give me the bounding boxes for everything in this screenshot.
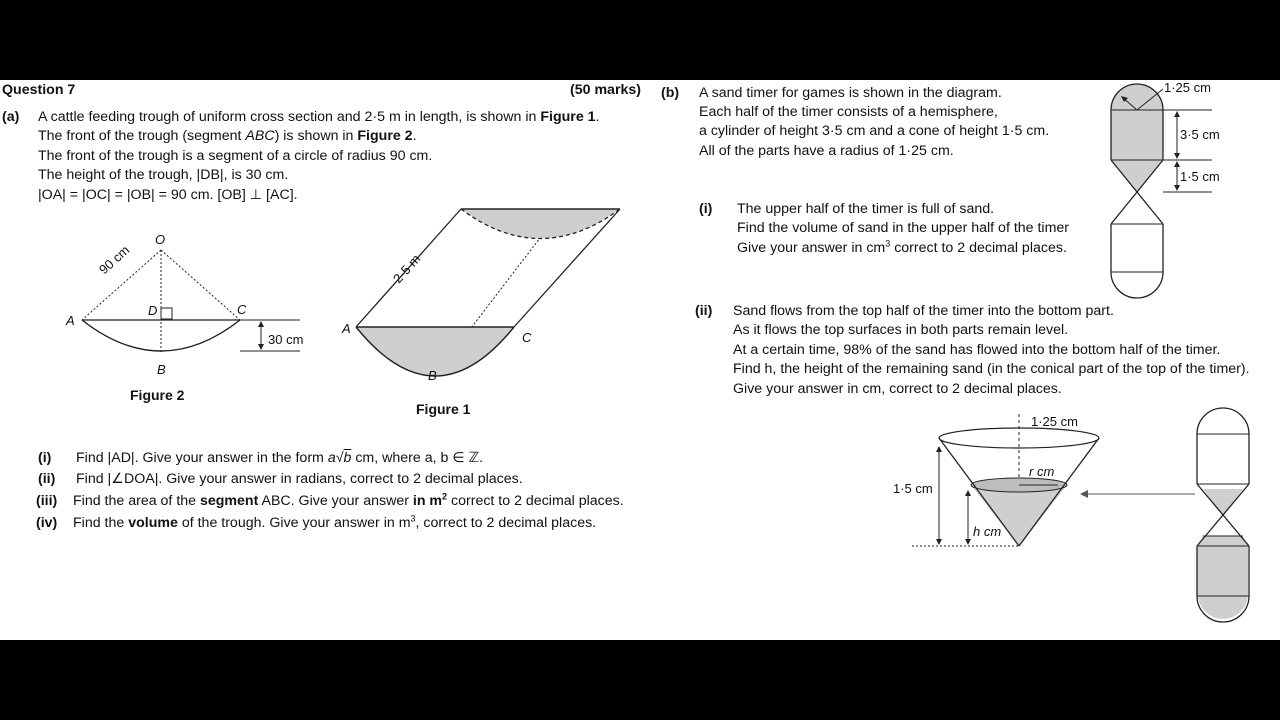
part-a-line-3: The front of the trough is a segment of a circle of radius 90 cm. (38, 148, 433, 164)
bold-run: volume (128, 515, 178, 531)
segment-name: ABC (245, 128, 275, 144)
q-a-ii-text: Find |∠DOA|. Give your answer in radians, correct to 2 decimal places. (76, 471, 523, 487)
text-run: correct to 2 decimal places. (890, 240, 1067, 256)
label-b: B (157, 362, 166, 377)
text-run: . (412, 128, 417, 144)
q-b-i-line-1: The upper half of the timer is full of sand. (737, 201, 995, 217)
text-run: Give your answer in cm (737, 240, 886, 256)
arrowhead (1080, 490, 1088, 498)
part-b-line-1: A sand timer for games is shown in the diagram. (699, 85, 1002, 101)
label-o: O (155, 232, 166, 247)
part-a-line-4: The height of the trough, |DB|, is 30 cm. (38, 167, 289, 183)
q-b-ii-line-1: Sand flows from the top half of the timer into the bottom part. (733, 303, 1114, 319)
part-b-line-3: a cylinder of height 3·5 cm and a cone of height 1·5 cm. (699, 123, 1050, 139)
text-run: ) is shown in (274, 128, 358, 144)
figure-ref: Figure 2 (357, 128, 413, 144)
length-label: 2·5 m (390, 251, 424, 287)
figure-1-caption: Figure 1 (416, 401, 471, 417)
text-run: correct to 2 decimal places. (447, 493, 624, 509)
q-b-ii-num: (ii) (695, 303, 713, 319)
radius-label: 90 cm (96, 242, 133, 278)
label-d: D (148, 303, 158, 318)
text-run: A cattle feeding trough of uniform cross section and 2·5 m in length, is shown in (38, 109, 541, 125)
cone-h-label: h cm (973, 524, 1002, 539)
q-a-iii-text: Find the area of the segment ABC. Give your answer in $m^2$ correct to 2 decimal places. (73, 491, 624, 509)
height-label: 30 cm (268, 332, 304, 347)
label-c: C (522, 330, 532, 345)
text-run: Find the (73, 515, 129, 531)
upper-hemisphere (1197, 408, 1249, 434)
q-a-i-text: Find |AD|. Give your answer in the form a√b cm, where a, b ∈ ℤ. (76, 450, 484, 466)
text-run: , correct to 2 decimal places. (415, 515, 597, 531)
marks-label: (50 marks) (570, 82, 641, 98)
q-a-i-num: (i) (38, 450, 52, 466)
sand-timer-partial-drawing (0, 80, 1280, 640)
text-run: Find |AD|. Give your answer in the form (76, 450, 328, 466)
q-b-ii-line-4: Find h, the height of the remaining sand (in the conical part of the top of the timer). (733, 361, 1250, 377)
cone-r-label: r cm (1029, 464, 1055, 479)
part-b-line-4: All of the parts have a radius of 1·25 cm. (699, 143, 954, 159)
q-b-i-line-2: Find the volume of sand in the upper half of the timer (737, 220, 1070, 236)
timer-radius-label: 1·25 cm (1164, 80, 1211, 95)
label-c: C (237, 302, 247, 317)
timer-cone-label: 1·5 cm (1180, 169, 1220, 184)
part-a-line-5: |OA| = |OC| = |OB| = 90 cm. [OB] ⊥ [AC]. (38, 187, 298, 203)
text-run: of the trough. Give your answer in m (177, 515, 411, 531)
q-b-ii-line-3: At a certain time, 98% of the sand has flowed into the bottom half of the timer. (733, 342, 1221, 358)
label-a: A (342, 321, 351, 336)
exam-page (0, 80, 1280, 640)
text-run: cm, where a, b ∈ ℤ. (351, 450, 484, 466)
label-a: A (66, 313, 75, 328)
timer-cylinder-label: 3·5 cm (1180, 127, 1220, 142)
bold-run: segment (199, 493, 259, 509)
q-b-ii-line-5: Give your answer in cm, correct to 2 decimal places. (733, 381, 1062, 397)
bold-run: in m (412, 493, 443, 509)
part-b-label: (b) (661, 85, 680, 101)
text-run: . (595, 109, 600, 125)
math-a: a (327, 450, 336, 466)
question-title: Question 7 (2, 82, 76, 98)
figure-2-caption: Figure 2 (130, 387, 185, 403)
text-run: The front of the trough (segment (38, 128, 246, 144)
q-b-i-num: (i) (699, 201, 713, 217)
text-run: Find the area of the (73, 493, 200, 509)
math-b: b (343, 450, 352, 466)
text-run: ABC. Give your answer (258, 493, 413, 509)
q-b-i-line-3: Give your answer in $cm^3$ correct to 2 decimal places. (737, 238, 1067, 256)
q-a-iii-num: (iii) (36, 493, 58, 509)
part-b-line-2: Each half of the timer consists of a hemisphere, (699, 104, 998, 120)
q-b-ii-line-2: As it flows the top surfaces in both parts remain level. (733, 322, 1069, 338)
q-a-iv-text: Find the volume of the trough. Give your answer in $m^3$, correct to 2 decimal places. (73, 513, 597, 531)
lower-sand-body (1198, 546, 1248, 619)
cone-height-label: 1·5 cm (893, 481, 933, 496)
part-a-label: (a) (2, 109, 20, 125)
top-cone-sand (1203, 489, 1243, 516)
q-a-ii-num: (ii) (38, 471, 56, 487)
label-b: B (428, 368, 437, 383)
cone-radius-label: 1·25 cm (1031, 414, 1078, 429)
q-a-iv-num: (iv) (36, 515, 58, 531)
figure-ref: Figure 1 (540, 109, 596, 125)
